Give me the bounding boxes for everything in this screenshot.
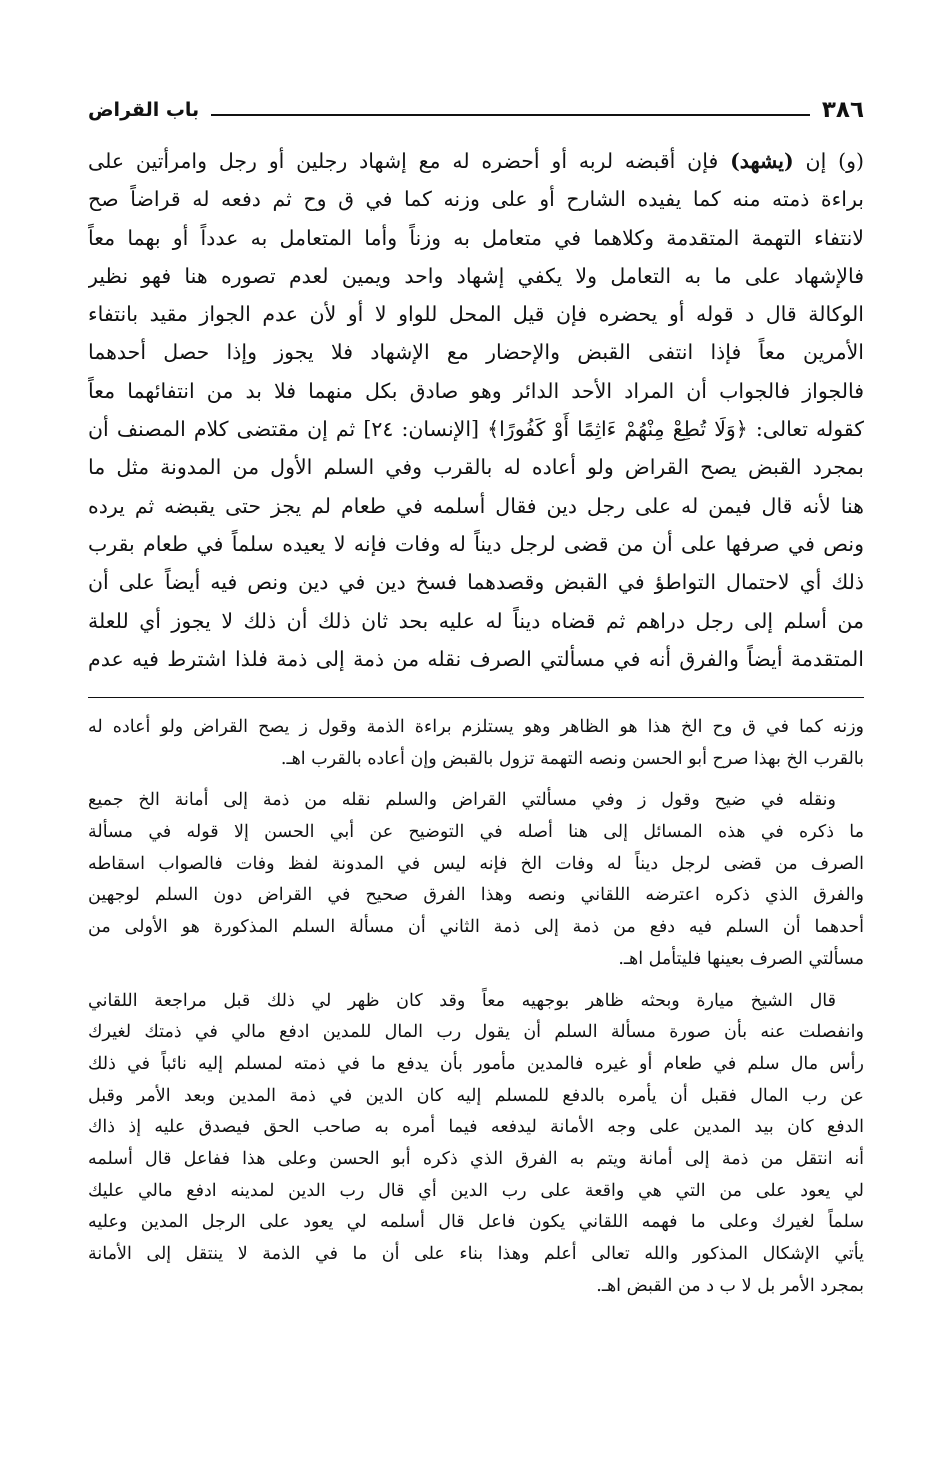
note-line: لي يعود على من التي هي واقعة على رب الدين أي قال رب الدين لمدينه ادفع مالي عليك: [88, 1180, 864, 1201]
note-line: وزنه كما في ق وح الخ هذا هو الظاهر وهو يستلزم براءة الذمة وقول ز يصح القراض ولو أعاده له: [88, 717, 864, 737]
bold-keyword: (يشهد): [730, 149, 794, 173]
main-line: ونص في صرفها على أن من قضى لرجل ديناً له وفات فإنه لا يعيده سلماً في طعام بقرب: [88, 531, 864, 556]
chapter-title: باب القراض: [88, 99, 200, 121]
main-line: ذلك أي لاحتمال التواطؤ في القبض وقصدهما فسخ دين في دين ونص فيه أيضاً على أن: [88, 570, 864, 595]
main-line: لانتفاء التهمة المتقدمة وكلاهما في متعامل به وزناً وأما المتعامل به عدداً أو بهما معاً: [88, 225, 864, 250]
footnote-divider: [88, 697, 864, 698]
note-line: بالقرب الخ بهذا صرح أبو الحسن ونصه التهمة تزول بالقبض وإن أعاده بالقرب اهـ.: [280, 748, 864, 769]
main-line: من أسلم إلى رجل دراهم ثم قضاه ديناً له عليه بحد ثان ذلك أن ذلك لا يجوز أي للعلة: [88, 608, 864, 633]
note-line: مسألتي الصرف بعينها فليتأمل اهـ.: [618, 948, 864, 969]
note-line: ونقله في ضيح وقول ز وفي مسألتي القراض والسلم نقله من ذمة إلى أمانة الخ جميع: [88, 790, 836, 811]
note-line: ما ذكره في هذه المسائل إلى هنا أصله في التوضيح عن أبي الحسن إلا قوله في مسألة: [88, 822, 864, 843]
note-line: بمجرد الأمر بل لا ب د من القبض اهـ.: [596, 1275, 864, 1296]
main-line: بمجرد القبض يصح القراض ولو أعاده له بالقرب وفي السلم الأول من المدونة مثل ما: [88, 455, 864, 480]
main-line: [88, 142, 864, 180]
note-paragraph: [88, 785, 864, 975]
page-number: ٣٨٦: [821, 97, 864, 123]
main-line: الأمرين معاً فإذا انتفى القبض والإحضار مع الإشهاد فلا يجوز وإذا حصل أحدهما: [88, 340, 864, 365]
note-line: أنه انتقل من ذمة إلى أمانة ويتم به الفرق الذي ذكره أبو الحسن وعلى هذا ففاعل قال أسلمه: [88, 1148, 864, 1169]
main-line: براءة ذمته منه كما يفيده الشارح أو على وزنه كما في ق وح ثم دفعه له قراضاً صح: [88, 187, 864, 212]
main-line: هنا لأنه قال فيمن له على رجل دين فقال أسلمه في طعام لم يجز حتى يقبضه ثم يرده: [88, 493, 864, 518]
note-paragraph: [88, 986, 864, 1303]
lead-open: (و) إن: [793, 149, 864, 173]
running-header: [88, 84, 864, 124]
main-text: [88, 142, 864, 678]
note-line: رأس مال سلم في طعام أو غيره فالمدين مأمور بأن يدفع ما في ذمته لمسلم إليه نائباً في ذلك: [88, 1053, 864, 1074]
header-rule: [211, 114, 810, 116]
note-line: الدفع كان بيد المدين على وجه الأمانة ليدفعه فيما أمره به صاحب الحق فيصدق عليه إذ ذاك: [88, 1117, 864, 1138]
note-line: سلماً لغيرك وعلى ما فهمه اللقاني يكون فاعل قال أسلمه لي يعود على الرجل المدين وعليه: [88, 1212, 864, 1233]
note-line: أحدهما أن السلم فيه دفع من ذمة إلى ذمة الثاني أن مسألة السلم المذكورة هو الأولى من: [88, 917, 864, 938]
note-line: والفرق الذي ذكره اعترضه اللقاني ونصه وهذا الفرق صحيح في القراض دون السلم لوجهين: [88, 885, 864, 906]
note-line: يأتي الإشكال المذكور والله تعالى أعلم وهذا بناء على أن ما في الذمة لا ينتقل إلى الأمانة: [88, 1244, 864, 1264]
note-line: عن رب المال فقبل أن يأمره بالدفع للمسلم إليه كان الدين في ذمة المدين وبعد الأمر وقبل: [88, 1085, 864, 1106]
main-line: فالجواز فالجواب أن المراد الأحد الدائر وهو صادق بكل منهما فلا بد من انتفائهما معاً: [88, 378, 864, 403]
main-line-text: فإن أقبضه لربه أو أحضره له مع إشهاد رجلين أو رجل وامرأتين على: [88, 149, 731, 173]
note-paragraph: [88, 712, 864, 775]
commentary-notes: [88, 712, 864, 1312]
main-line: كقوله تعالى: ﴿وَلَا تُطِعْ مِنْهُمْ ءَاثِمًا أَوْ كَفُورًا﴾ [الإنسان: ٢٤] ثم إن مقتضى كلام المصنف أن: [88, 417, 864, 442]
note-line: وانفصلت عنه بأن صورة مسألة السلم أن يقول رب المال للمدين ادفع مالي في ذمتك لغيرك: [88, 1022, 864, 1043]
main-line: الوكالة قال د قوله أو يحضره فإن قيل المحل للواو لا أو لأن عدم الجواز مقيد بانتفاء: [88, 302, 864, 327]
note-line: قال الشيخ ميارة وبحثه ظاهر بوجهيه معاً وقد كان ظهر لي ذلك قبل مراجعة اللقاني: [88, 990, 836, 1011]
main-line: المتقدمة أيضاً والفرق أنه في مسألتي الصرف نقله من ذمة إلى ذمة فلذا اشترط فيه عدم: [88, 646, 864, 671]
note-line: الصرف من قضى لرجل ديناً له وفات الخ فإنه ليس في المدونة لفظ وفات فالصواب اسقاطه: [88, 853, 864, 874]
main-line: فالإشهاد على ما به التعامل ولا يكفي إشهاد واحد ويمين لعدم تصوره هنا فهو نظير: [88, 263, 864, 288]
